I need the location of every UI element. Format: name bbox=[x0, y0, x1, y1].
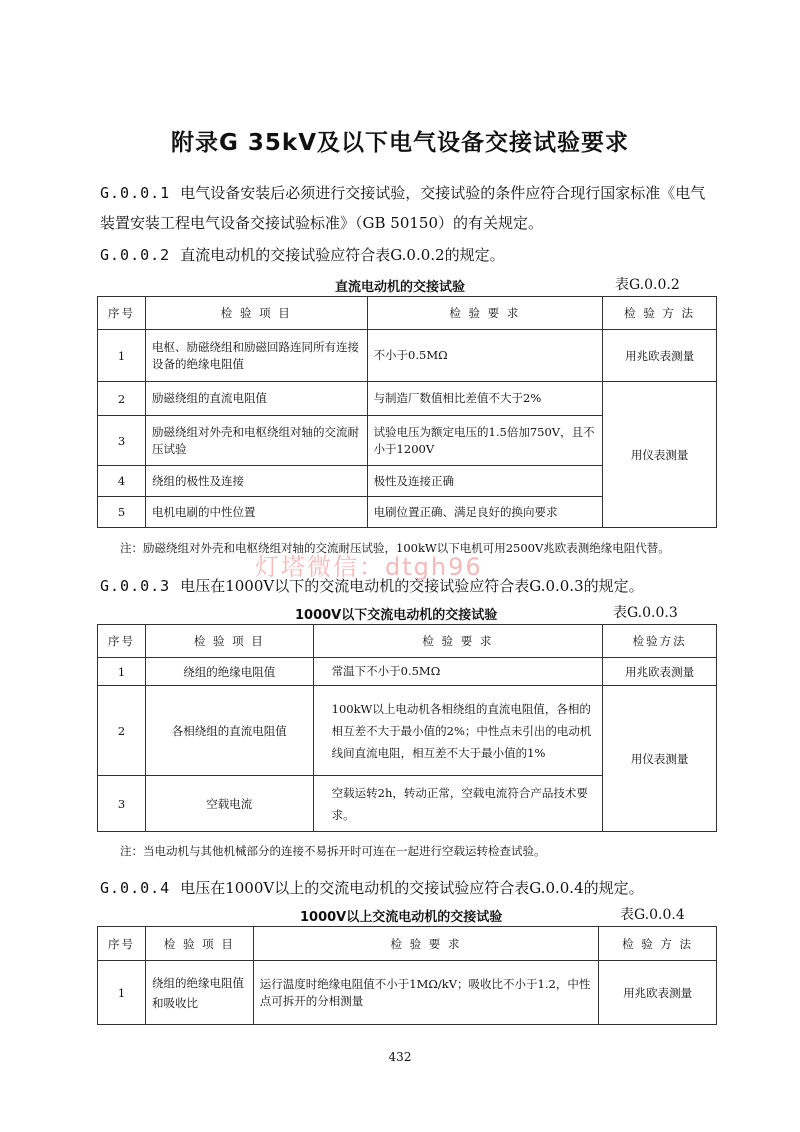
table-note: 注：励磁绕组对外壳和电枢绕组对轴的交流耐压试验，100kW以下电机可用2500V兆欧表测绝缘电阻代替。 bbox=[120, 541, 670, 555]
table-ac-motor-below-1000v bbox=[97, 624, 717, 832]
inspection-item: 电枢、励磁绕组和励磁回路连同所有连接设备的绝缘电阻值 bbox=[145, 330, 367, 382]
column-header: 检 验 方 法 bbox=[603, 297, 717, 330]
inspection-method: 用仪表测量 bbox=[603, 382, 717, 528]
inspection-method: 用兆欧表测量 bbox=[603, 330, 717, 382]
inspection-item: 绕组的绝缘电阻值和吸收比 bbox=[145, 961, 253, 1025]
table-note: 注：当电动机与其他机械部分的连接不易拆开时可连在一起进行空载运转检查试验。 bbox=[120, 844, 546, 858]
column-header: 序号 bbox=[98, 625, 146, 658]
clause-number: G.0.0.2 bbox=[100, 246, 171, 264]
inspection-requirement: 100kW以上电动机各相绕组的直流电阻值，各相的相互差不大于最小值的2%；中性点未引出的电动机线间直流电阻，相互差不大于最小值的1% bbox=[313, 686, 603, 776]
row-number: 1 bbox=[98, 961, 146, 1025]
clause-text: 直流电动机的交接试验应符合表G.0.0.2的规定。 bbox=[180, 246, 505, 264]
clause-g-0-0-3 bbox=[100, 571, 720, 601]
column-header: 序号 bbox=[98, 297, 146, 330]
table-number: 表G.0.0.3 bbox=[613, 605, 678, 621]
column-header: 检 验 要 求 bbox=[253, 927, 598, 961]
column-header: 序号 bbox=[98, 927, 146, 961]
inspection-item: 励磁绕组的直流电阻值 bbox=[145, 382, 367, 416]
inspection-item: 电机电刷的中性位置 bbox=[145, 497, 367, 528]
inspection-item: 励磁绕组对外壳和电枢绕组对轴的交流耐压试验 bbox=[145, 416, 367, 466]
inspection-requirement: 空载运转2h，转动正常，空载电流符合产品技术要求。 bbox=[313, 776, 603, 832]
clause-text: 电压在1000V以上的交流电动机的交接试验应符合表G.0.0.4的规定。 bbox=[180, 879, 644, 897]
inspection-item: 绕组的绝缘电阻值 bbox=[145, 658, 313, 686]
table-dc-motor bbox=[97, 296, 717, 528]
column-header: 检 验 方 法 bbox=[599, 927, 717, 961]
row-number: 4 bbox=[98, 466, 146, 497]
inspection-item: 空载电流 bbox=[145, 776, 313, 832]
clause-number: G.0.0.1 bbox=[100, 184, 171, 202]
clause-g-0-0-1 bbox=[100, 178, 720, 238]
inspection-method: 用兆欧表测量 bbox=[603, 658, 717, 686]
inspection-requirement: 常温下不小于0.5MΩ bbox=[313, 658, 603, 686]
row-number: 3 bbox=[98, 776, 146, 832]
row-number: 1 bbox=[98, 658, 146, 686]
table-caption: 1000V以上交流电动机的交接试验 bbox=[300, 910, 503, 925]
table-row bbox=[98, 686, 717, 776]
column-header: 检 验 要 求 bbox=[367, 297, 603, 330]
inspection-requirement: 与制造厂数值相比差值不大于2% bbox=[367, 382, 603, 416]
table-row bbox=[98, 658, 717, 686]
inspection-method: 用兆欧表测量 bbox=[599, 961, 717, 1025]
clause-text: 电压在1000V以下的交流电动机的交接试验应符合表G.0.0.3的规定。 bbox=[180, 577, 644, 595]
column-header: 检 验 项 目 bbox=[145, 297, 367, 330]
inspection-requirement: 试验电压为额定电压的1.5倍加750V，且不小于1200V bbox=[367, 416, 603, 466]
table-caption: 1000V以下交流电动机的交接试验 bbox=[295, 608, 498, 623]
table-caption: 直流电动机的交接试验 bbox=[335, 280, 466, 295]
inspection-requirement: 运行温度时绝缘电阻值不小于1MΩ/kV；吸收比不小于1.2，中性点可拆开的分相测量 bbox=[253, 961, 598, 1025]
inspection-item: 绕组的极性及连接 bbox=[145, 466, 367, 497]
row-number: 3 bbox=[98, 416, 146, 466]
row-number: 2 bbox=[98, 382, 146, 416]
clause-g-0-0-2 bbox=[100, 240, 720, 270]
inspection-method: 用仪表测量 bbox=[603, 686, 717, 832]
table-number: 表G.0.0.2 bbox=[615, 277, 680, 293]
column-header: 检 验 要 求 bbox=[313, 625, 603, 658]
table-row bbox=[98, 961, 717, 1025]
page-number: 432 bbox=[388, 1050, 412, 1064]
table-ac-motor-above-1000v bbox=[97, 926, 717, 1025]
inspection-requirement: 电刷位置正确、满足良好的换向要求 bbox=[367, 497, 603, 528]
row-number: 2 bbox=[98, 686, 146, 776]
clause-number: G.0.0.3 bbox=[100, 577, 171, 595]
clause-text: 电气设备安装后必须进行交接试验，交接试验的条件应符合现行国家标准《电气装置安装工程电气设备交接试验标准》（GB 50150）的有关规定。 bbox=[100, 184, 706, 232]
watermark: 灯塔微信：dtgh96 bbox=[255, 553, 483, 581]
column-header: 检验方法 bbox=[603, 625, 717, 658]
inspection-requirement: 极性及连接正确 bbox=[367, 466, 603, 497]
row-number: 1 bbox=[98, 330, 146, 382]
table-row bbox=[98, 330, 717, 382]
clause-g-0-0-4 bbox=[100, 873, 720, 903]
page-title: 附录G 35kV及以下电气设备交接试验要求 bbox=[171, 130, 629, 156]
column-header: 检 验 项 目 bbox=[145, 927, 253, 961]
column-header: 检 验 项 目 bbox=[145, 625, 313, 658]
clause-number: G.0.0.4 bbox=[100, 879, 171, 897]
table-number: 表G.0.0.4 bbox=[620, 907, 685, 923]
table-row bbox=[98, 382, 717, 416]
inspection-item: 各相绕组的直流电阻值 bbox=[145, 686, 313, 776]
inspection-requirement: 不小于0.5MΩ bbox=[367, 330, 603, 382]
row-number: 5 bbox=[98, 497, 146, 528]
